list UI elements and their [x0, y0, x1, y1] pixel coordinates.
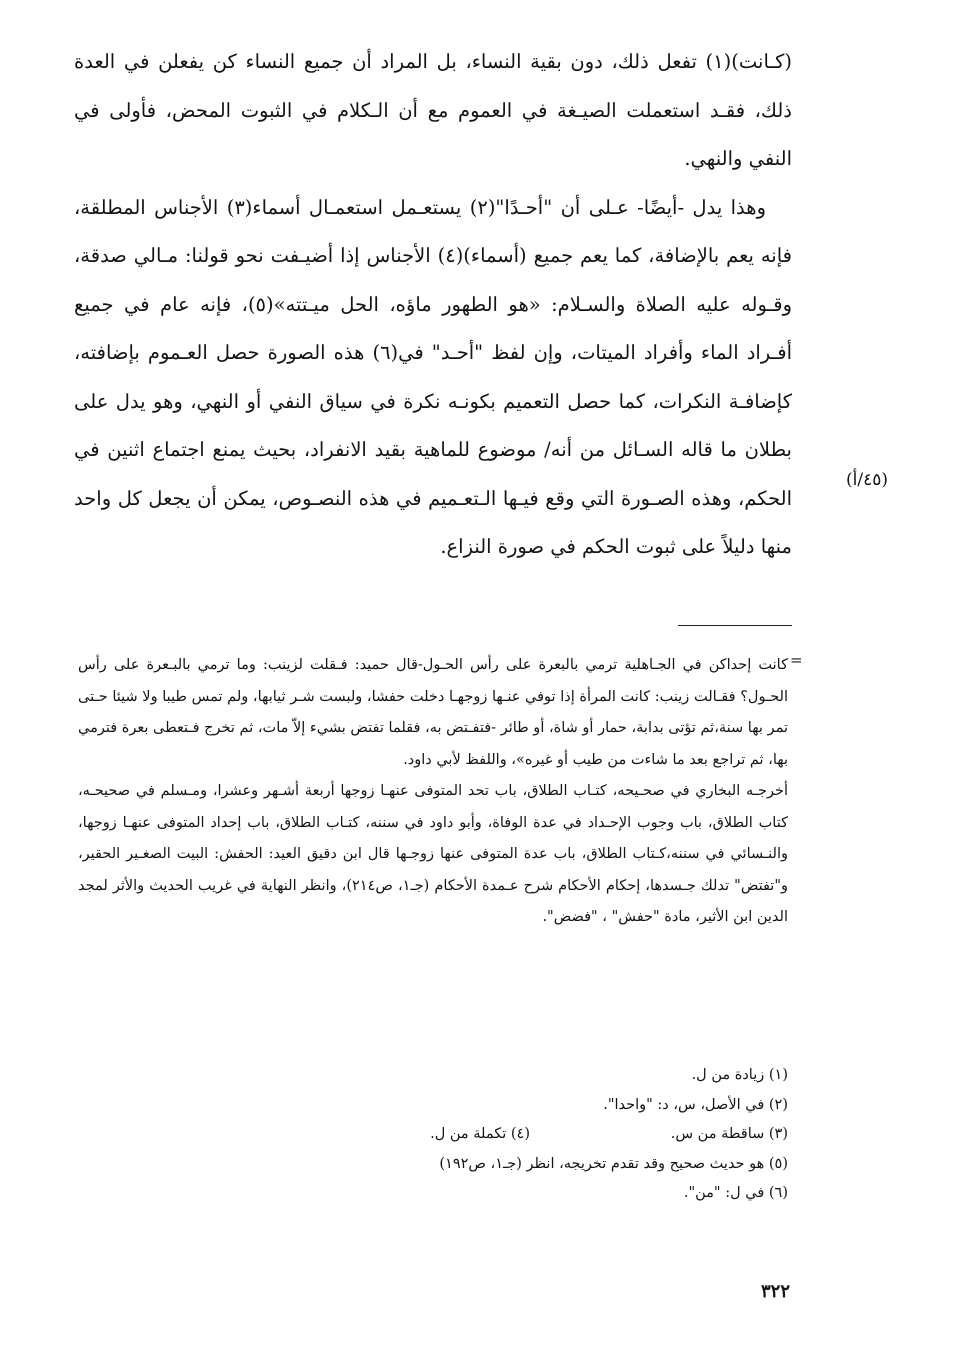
footnote-block — [78, 650, 788, 934]
footnote-row — [78, 1179, 788, 1209]
footnote-6: (٦) في ل: "من". — [683, 1185, 788, 1201]
footnote-4: (٤) تكملة من ل. — [430, 1126, 530, 1142]
page-number: ٣٢٢ — [760, 1281, 790, 1302]
footnote-paragraph: أخرجـه البخاري في صحـيحه، كتـاب الطلاق، باب تحد المتوفى عنهـا زوجها أربعة أشـهر وعشرا، ومـسلم في صحيحـه، كتاب الطلاق، باب وجوب الإحـداد في عدة الوفاة، وأبو داود في سننه، كتـاب الطلاق، باب إحداد المتوفى عنهـا زوجها، والنـسائي في سننه،كـتاب الطلاق، باب عدة المتوفى عنها زوجـها قال ابن دقيق العيد: الحفش: البيت الصغـير الحقير، و"تفتض" تدلك جـسدها، إحكام الأحكام شرح عـمدة الأحكام (جـ١، ص٢١٤)، وانظر النهاية في غريب الحديث والأثر لمجد الدين ابن الأثير، مادة "حفش" ، "فضض". — [78, 783, 789, 925]
footnote-2: (٢) في الأصل، س، د: "واحدا". — [603, 1096, 788, 1113]
footnote-5: (٥) هو حديث صحيح وقد تقدم تخريجه، انظر (جـ١، ص١٩٢) — [439, 1155, 788, 1172]
body-paragraph: وهذا يدل -أيضًا- عـلى أن "أحـدًا"(٢) يستعـمل استعمـال أسماء(٣) الأجناس المطلقة، فإنه يعم بالإضافة، كما يعم جميع (أسماء)(٤) الأجناس إذا أضيـفت نحو قولنا: مـالي صدقة، وقـوله عليه الصلاة والسـلام: «هو الطهور ماؤه، الحل ميـتته»(٥)، فإنه عام في جميع أفـراد الماء وأفراد الميتات، وإن لفظ "أحـد" في(٦) هذه الصورة حصل العـموم بإضافته، كإضافـة النكرات، كما حصل التعميم بكونـه نكرة في سياق النفي أو النهي، وهو يدل على بطلان ما قاله السـائل من أنه/ موضوع للماهية بقيد الانفراد، بحيث يمنع اجتماع اثنين في الحكم، وهذه الصـورة التي وقع فيـها الـتعـميم في هذه النصـوص، يمكن أن يجعل كل واحد منها دليلاً على ثبوت الحكم في صورة النزاع. — [74, 195, 793, 558]
numbered-footnotes — [78, 1061, 788, 1209]
main-text — [74, 38, 792, 572]
footnote-row — [78, 1091, 788, 1121]
footnote-row — [78, 1120, 788, 1150]
footnote-3: (٣) ساقطة من س. — [670, 1126, 788, 1142]
footnote-separator — [678, 625, 792, 626]
body-paragraph: (كـانت)(١) تفعل ذلك، دون بقية النساء، بل المراد أن جميع النساء كن يفعلن في العدة ذلك، فقـد استعملت الصيـغة في العموم مع أن الـكلام في الثبوت المحض، فأولى في النفي والنهي. — [74, 50, 792, 170]
footnote-row — [78, 1150, 788, 1180]
manuscript-folio-marker: (٤٥/أ) — [846, 470, 888, 490]
footnote-1: (١) زيادة من ل. — [691, 1067, 788, 1083]
footnote-row — [78, 1061, 788, 1091]
footnote-paragraph: كانت إحداكن في الجـاهلية ترمي بالبعرة على رأس الحـول-قال حميد: فـقلت لزينب: وما ترمي بالبـعرة على رأس الحـول؟ فقـالت زينب: كانت المرأة إذا توفي عنـها زوجهـا دخلت حفشا، ولبست شـر ثيابها، ولم تمس طيبا ولا شيئا حـتى تمر بها سنة،ثم تؤتى بدابة، حمار أو شاة، أو طائر -فتفـتض به، فقلما تفتض بشيء إلاّ مات، ثم تخرج فـتعطى بعرة فترمي بها، ثم تراجع بعد ما شاءت من طيب أو غيره»، واللفظ لأبي داود. — [78, 657, 788, 768]
footnote-continuation-mark: = — [790, 651, 803, 669]
